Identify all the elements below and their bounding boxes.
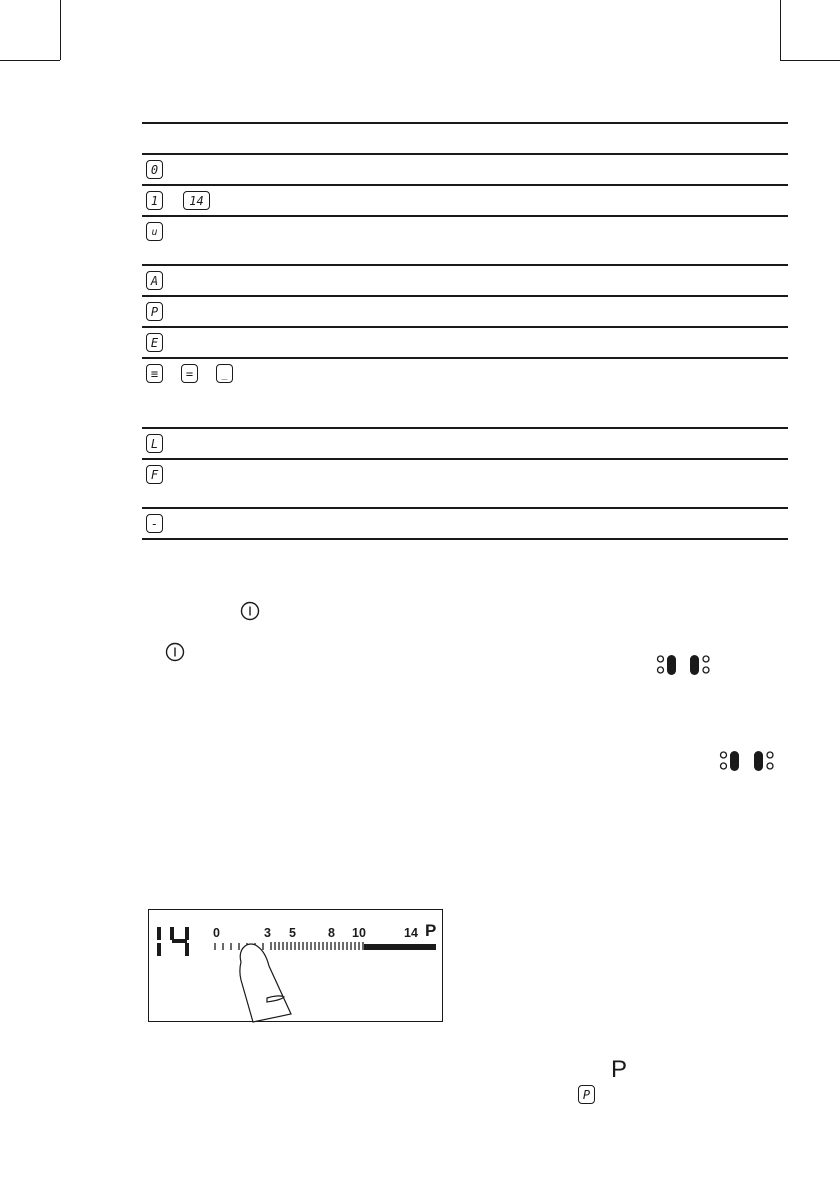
- display-zero-icon: 0: [146, 160, 163, 179]
- display-triple-bar-icon: ≡: [146, 364, 163, 383]
- display-a-icon: A: [146, 271, 163, 290]
- table-row: [142, 458, 788, 507]
- display-u-icon: u: [146, 222, 163, 241]
- scale-label: 5: [289, 926, 296, 940]
- table-row: [142, 215, 788, 264]
- table-row: [142, 153, 788, 184]
- scale-label: 10: [352, 926, 366, 940]
- table-header-row: [142, 122, 788, 153]
- display-one-icon: 1: [146, 191, 163, 210]
- table-row: [142, 357, 788, 427]
- bridge-right-zone-icon: [752, 750, 776, 772]
- crop-mark: [60, 0, 61, 60]
- scale-label: 8: [328, 926, 335, 940]
- table-row: [142, 295, 788, 326]
- scale-label: 14: [404, 926, 418, 940]
- finger-icon: [240, 944, 291, 1022]
- display-single-bar-icon: _: [216, 364, 233, 383]
- display-f-icon: F: [146, 465, 163, 484]
- crop-mark: [780, 0, 781, 60]
- table-row: [142, 427, 788, 458]
- control-panel-illustration: [148, 909, 443, 1022]
- display-double-bar-icon: =: [181, 364, 198, 383]
- bridge-right-zone-icon: [688, 654, 712, 676]
- scale-label: 0: [213, 926, 220, 940]
- display-symbols-table: [142, 122, 788, 540]
- display-p-icon: P: [146, 302, 163, 321]
- bridge-left-zone-icon: [719, 750, 743, 772]
- bridge-left-zone-icon: [656, 654, 680, 676]
- crop-mark: [780, 60, 840, 61]
- table-row: [142, 264, 788, 295]
- on-off-icon: [165, 642, 185, 662]
- table-row: [142, 507, 788, 540]
- table-row: [142, 184, 788, 215]
- display-digits-icon: [157, 927, 189, 956]
- crop-mark: [0, 60, 60, 61]
- display-fourteen-icon: 14: [183, 191, 210, 210]
- boost-label: P: [425, 921, 437, 940]
- scale-label: 3: [264, 926, 271, 940]
- table-row: [142, 326, 788, 357]
- display-e-icon: E: [146, 333, 163, 352]
- power-boost-symbol: P: [611, 1056, 628, 1083]
- on-off-icon: [240, 601, 260, 621]
- display-p-icon: P: [578, 1085, 595, 1104]
- high-power-bar: [364, 944, 436, 950]
- power-scale-drawing: [149, 910, 444, 1023]
- display-dash-icon: -: [146, 514, 163, 533]
- display-l-icon: L: [146, 434, 163, 453]
